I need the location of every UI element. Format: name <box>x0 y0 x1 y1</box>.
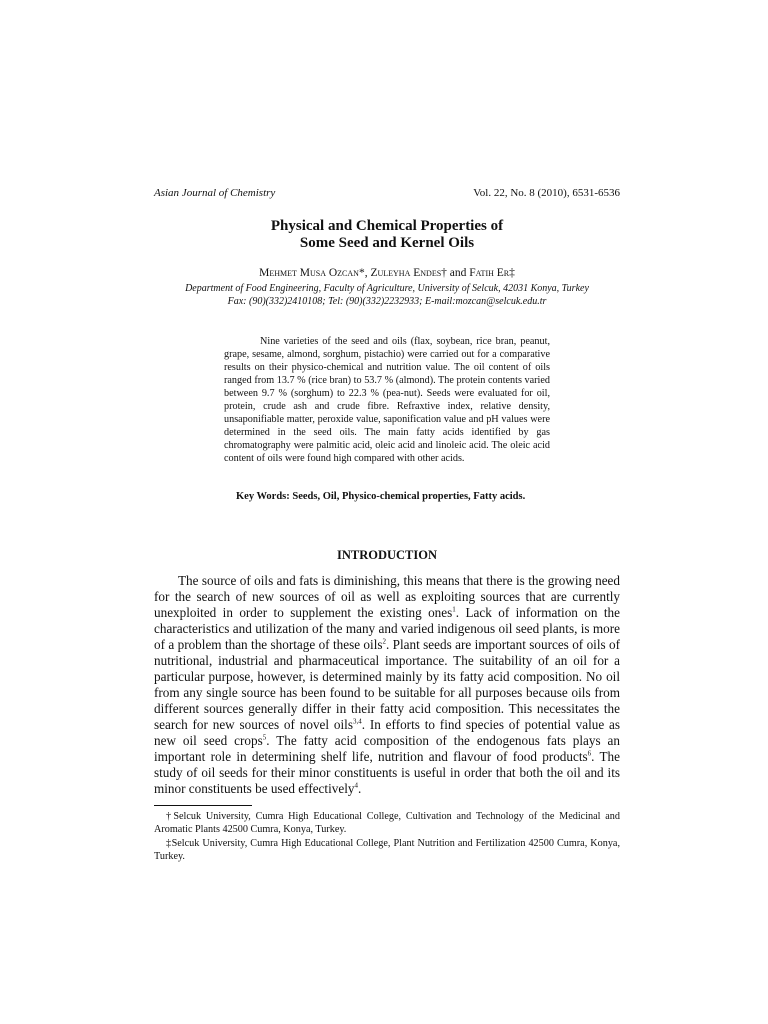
footnotes <box>154 810 620 864</box>
author-conjunction: and <box>449 267 467 279</box>
introduction-paragraph <box>154 573 620 797</box>
intro-text-segment: . <box>357 781 362 796</box>
intro-text-segment: . Lack of information on the characteristics and utilization of the many and varied indigenous oil seed plants, is more of a problem than the shortage of these oils <box>154 605 620 652</box>
intro-text-segment: . The study of oil seeds for their minor constituents is useful in order that both the oil and its minor constituents be used effectively <box>154 749 620 796</box>
abstract: Nine varieties of the seed and oils (flax, soybean, rice bran, peanut, grape, sesame, almond, sorghum, pistachio) were carried out for a comparative results on their physico-chemical and nutrition value. The oil content of oils ranged from 13.7 % (rice bran) to 53.7 % (almond). The protein contents varied between 9.7 % (sorghum) to 22.3 % (pea-nut). Seeds were evaluated for oil, protein, crude ash and crude fibre. Refraxtive index, relative density, unsaponifiable matter, peroxide value, saponification value and pH values were determined in the seed oils. The main fatty acids identified by gas chromatography were palmitic acid, oleic acid and linoleic acid. The oleic acid content of oils were found high compared with other acids. <box>224 336 550 464</box>
journal-name: Asian Journal of Chemistry <box>154 187 276 199</box>
intro-text-segment: . In efforts to find species of potential value as new oil seed crops <box>154 717 620 748</box>
citation-ref: 2 <box>382 637 386 646</box>
citation-info: Vol. 22, No. 8 (2010), 6531-6536 <box>473 187 620 199</box>
footnote-divider <box>154 805 252 806</box>
intro-text-segment: The source of oils and fats is diminishing, this means that there is the growing need for the search of new sources of oil as well as exploiting sources that are currently unexploited in order to supplement the existing ones <box>154 573 620 620</box>
author-2: Zuleyha Endes† <box>370 267 447 279</box>
citation-ref: 5 <box>262 733 267 742</box>
intro-text-segment: . The fatty acid composition of the endogenous fats plays an important role in determining shelf life, nutrition and flavour of food products <box>154 733 621 764</box>
author-list: Mehmet Musa Ozcan*, Zuleyha Endes† and Fatih Er‡ <box>259 267 515 279</box>
author-3: Fatih Er‡ <box>469 267 515 279</box>
citation-ref: 6 <box>587 749 592 758</box>
title-line-1: Physical and Chemical Properties of <box>270 218 504 234</box>
keywords: Key Words: Seeds, Oil, Physico-chemical properties, Fatty acids. <box>236 491 526 502</box>
contact-line: Fax: (90)(332)2410108; Tel: (90)(332)2232933; E-mail:mozcan@selcuk.edu.tr <box>227 296 547 307</box>
title-line-2: Some Seed and Kernel Oils <box>299 235 475 251</box>
paper-title <box>154 218 620 252</box>
section-heading-introduction: INTRODUCTION <box>336 548 437 562</box>
citation-ref: 4 <box>354 781 358 790</box>
author-1: Mehmet Musa Ozcan* <box>259 267 365 279</box>
citation-ref: 1 <box>452 605 456 614</box>
footnote-2: ‡Selcuk University, Cumra High Educational College, Plant Nutrition and Fertilization 42500 Cumra, Konya, Turkey. <box>154 838 620 862</box>
footnote-1: †Selcuk University, Cumra High Educational College, Cultivation and Technology of the Medicinal and Aromatic Plants 42500 Cumra, Konya, Turkey. <box>154 811 620 835</box>
affiliation-line-1: Department of Food Engineering, Faculty of Agriculture, University of Selcuk, 42031 Konya, Turkey <box>185 283 589 294</box>
running-head <box>154 187 620 199</box>
affiliation <box>150 282 624 308</box>
citation-ref: 3,4 <box>352 717 362 726</box>
intro-text-segment: . Plant seeds are important sources of oils of nutritional, industrial and pharmaceutical importance. The suitability of an oil for a particular purpose, however, is determined mainly by its fatty acid composition. No oil from any single source has been found to be suitable for all purposes because oils from different sources generally differ in their fatty acid composition. This necessitates the search for new sources of novel oils <box>154 637 620 732</box>
